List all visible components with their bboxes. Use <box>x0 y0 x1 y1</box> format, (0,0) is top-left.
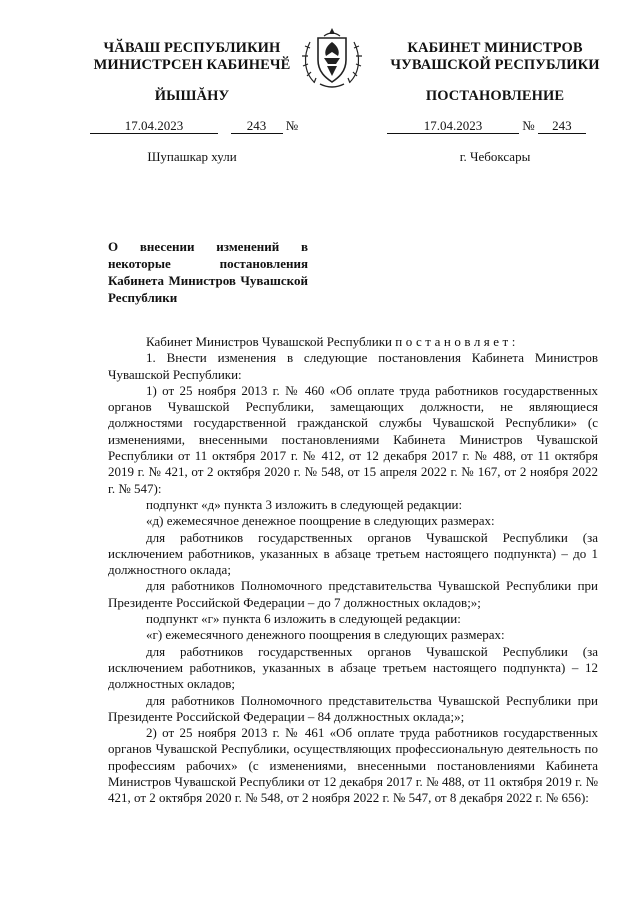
intro-paragraph <box>108 334 598 350</box>
header-right-line2: ЧУВАШСКОЙ РЕСПУБЛИКИ <box>390 57 600 73</box>
header-left-line2: МИНИСТРСЕН КАБИНЕЧӖ <box>93 57 291 73</box>
right-city: г. Чебоксары <box>459 149 531 164</box>
right-date: 17.04.2023 <box>387 118 519 134</box>
left-city: Шупашкар хули <box>147 149 237 164</box>
body-paragraph: «г) ежемесячного денежного поощрения в следующих размерах: <box>146 627 505 643</box>
intro-spaced: постановляет: <box>395 334 519 349</box>
intro-start: Кабинет Министров Чувашской Республики <box>146 334 392 349</box>
body-paragraph: для работников государственных органов Чувашской Республики (за исключением работников, указанных в абзаце третьем настоящего подпункта) – 12 должностных окладов; <box>108 643 598 692</box>
body-paragraph: 2) от 25 ноября 2013 г. № 461 «Об оплате труда работников государственных органов Чувашской Республики, осуществляющих профессиональную деятельность по профессиям рабочих» (с изменениями, внесенными постановлениями Кабинета Министров Чувашской Республики от 12 декабря 2017 г. № 488, от 11 октября 2019 г. № 421, от 2 октября 2020 г. № 548, от 2 ноября 2022 г. № 547, от 8 декабря 2022 г. № 656): <box>108 725 598 806</box>
body-paragraph: для работников Полномочного представительства Чувашской Республики при Президенте Российской Федерации – до 7 должностных окладов;»; <box>108 578 598 610</box>
header-left-line1: ЧӐВАШ РЕСПУБЛИКИН <box>103 40 281 56</box>
body-paragraph: для работников государственных органов Чувашской Республики (за исключением работников, указанных в абзаце третьем настоящего подпункта) – до 1 должностного оклада; <box>108 529 598 578</box>
header-right-line1: КАБИНЕТ МИНИСТРОВ <box>407 40 583 56</box>
header-left-doc-type: ЙЫШĂНУ <box>154 88 230 104</box>
header-right-doc-type: ПОСТАНОВЛЕНИЕ <box>425 88 565 104</box>
body-paragraph: для работников Полномочного представительства Чувашской Республики при Президенте Российской Федерации – 84 должностных оклада;»; <box>108 692 598 724</box>
body-paragraph: «д) ежемесячное денежное поощрение в следующих размерах: <box>146 513 495 529</box>
document-body <box>108 334 598 807</box>
body-paragraph: подпункт «д» пункта 3 изложить в следующей редакции: <box>146 496 463 512</box>
header-right-org <box>385 40 605 74</box>
left-number-sign: № <box>285 118 299 133</box>
body-paragraph: 1. Внести изменения в следующие постановления Кабинета Министров Чувашской Республики: <box>108 350 598 382</box>
right-date-number <box>387 118 607 134</box>
right-number-sign: № <box>522 118 535 133</box>
left-number: 243 <box>231 118 283 134</box>
left-date: 17.04.2023 <box>90 118 218 134</box>
left-date-number <box>90 118 310 134</box>
body-paragraph: подпункт «г» пункта 6 изложить в следующей редакции: <box>146 611 461 627</box>
coat-of-arms-emblem <box>300 22 364 92</box>
body-paragraph: 1) от 25 ноября 2013 г. № 460 «Об оплате труда работников государственных органов Чувашской Республики, замещающих должности, не являющиеся должностями государственной гражданской службы Чувашской Республики» (с изменениями, внесенными постановлениями Кабинета Министров Чувашской Республики от 11 октября 2017 г. № 412, от 12 декабря 2017 г. № 488, от 11 октября 2019 г. № 421, от 2 октября 2020 г. № 548, от 15 апреля 2022 г. № 167, от 2 ноября 2022 г. № 547): <box>108 382 598 496</box>
header-left-org <box>86 40 298 74</box>
right-number: 243 <box>538 118 586 134</box>
document-title: О внесении изменений в некоторые постановления Кабинета Министров Чувашской Республики <box>108 239 308 305</box>
emblem-icon <box>300 22 364 92</box>
